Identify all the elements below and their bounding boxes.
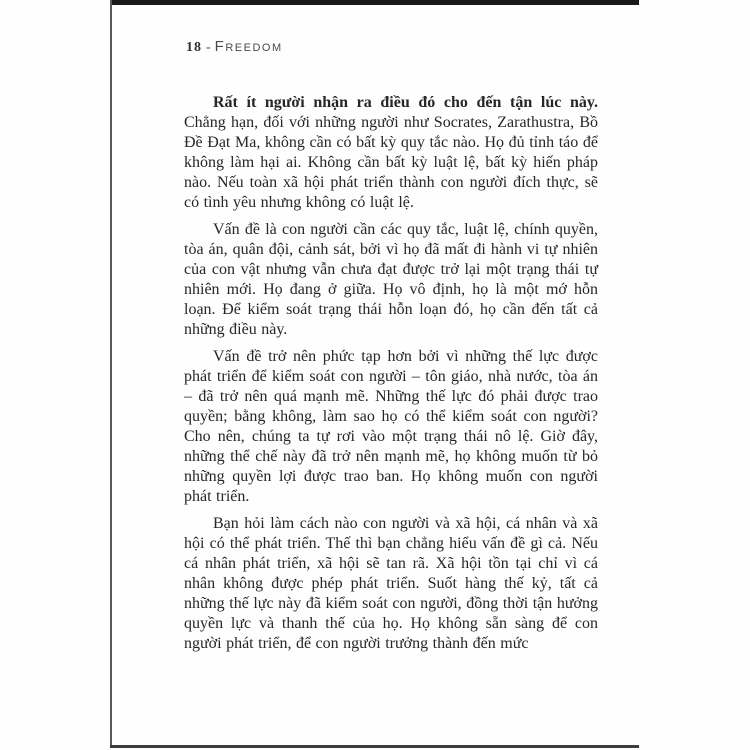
page-body xyxy=(184,93,598,661)
paragraph-1 xyxy=(184,93,598,213)
paragraph-1-bold-lead: Rất ít người nhận ra điều đó cho đến tận lúc này. xyxy=(213,94,598,111)
paragraph-1-text: Chẳng hạn, đối với những người như Socrates, Zarathustra, Bồ Đề Đạt Ma, không cần có bất kỳ quy tắc nào. Họ đủ tỉnh táo để không làm hại ai. Không cần bất kỳ luật lệ, bất kỳ hiến pháp nào. Nếu toàn xã hội phát triển thành con người đích thực, sẽ có tình yêu nhưng không có luật lệ. xyxy=(184,114,598,211)
paragraph-4: Bạn hỏi làm cách nào con người và xã hội, cá nhân và xã hội có thể phát triển. Thế thì bạn chẳng hiểu vấn đề gì cả. Nếu cá nhân phát triển, xã hội sẽ tan rã. Xã hội tồn tại chỉ vì cá nhân không được phép phát triển. Suốt hàng thế kỷ, tất cả những thế lực này đã kiểm soát con người, đồng thời tận hưởng quyền lực và thanh thế của họ. Họ không sẵn sàng để con người phát triển, để con người trưởng thành đến mức xyxy=(184,515,598,652)
running-header xyxy=(186,38,283,56)
page-edge-left xyxy=(110,0,112,747)
paragraph-3: Vấn đề trở nên phức tạp hơn bởi vì những thế lực được phát triển để kiểm soát con người – tôn giáo, nhà nước, tòa án – đã trở nên quá mạnh mẽ. Những thế lực đó phải được trao quyền; bằng không, làm sao họ có thể kiểm soát con người? Cho nên, chúng ta tự rơi vào một trạng thái nô lệ. Giờ đây, những thể chế này đã trở nên mạnh mẽ, họ không muốn từ bỏ những quyền lợi được trao ban. Họ không muốn con người phát triển. xyxy=(184,348,598,505)
page-edge-bottom xyxy=(110,745,639,748)
page-number: 18 xyxy=(186,40,202,55)
page-edge-top xyxy=(112,0,639,5)
book-title: Freedom xyxy=(214,38,283,55)
paragraph-2: Vấn đề là con người cần các quy tắc, luật lệ, chính quyền, tòa án, quân đội, cảnh sát, bởi vì họ đã mất đi hành vi tự nhiên của con vật nhưng vẫn chưa đạt được trở lại một trạng thái tự nhiên mới. Họ đang ở giữa. Họ vô định, họ là một mớ hỗn loạn. Để kiểm soát trạng thái hỗn loạn đó, họ cần đến tất cả những điều này. xyxy=(184,221,598,338)
header-separator: - xyxy=(206,40,211,55)
